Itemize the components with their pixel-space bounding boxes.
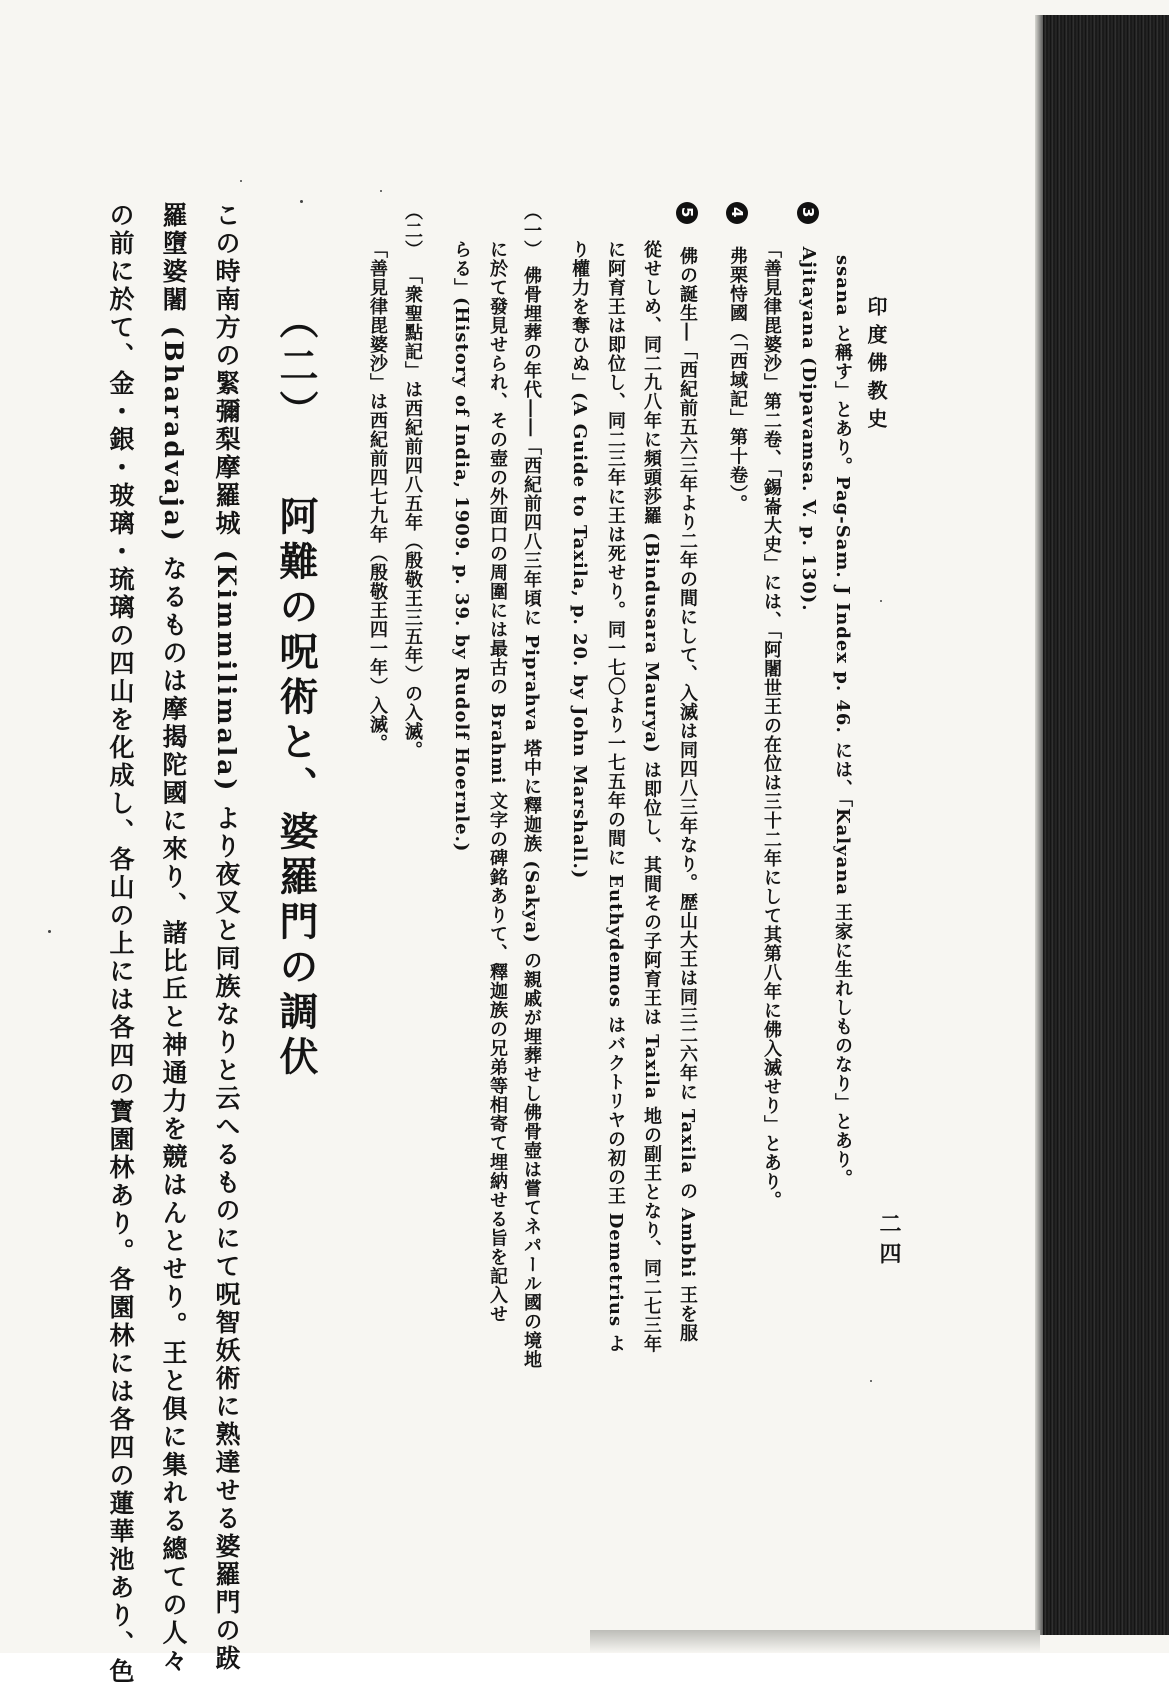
section-heading [273,300,319,1082]
scan-speck [300,200,303,203]
note-marker: （二） [402,202,423,259]
note-text: 「衆聖點記」は西紀前四八五年（殷敬王三五年）の入滅。 [402,266,423,761]
note-line [522,202,540,1369]
note-line [452,240,470,852]
note-line [833,255,851,1188]
note-text: 佛骨埋葬の年代――「西紀前四八三年頃に Piprahva 塔中に釋迦族 (Sakya) の親戚が埋葬せし佛骨壺は嘗てネパール國の境地 [521,266,542,1369]
note-line [676,202,698,1343]
scan-speck [880,600,882,602]
note-marker: （一） [521,202,542,259]
note-line [642,240,660,1354]
page-bottom-shadow [590,1630,1040,1653]
note-text: 從せしめ、同二九八年に頻頭莎羅 (Bindusara Maurya) は即位し、其間その子阿育王は Taxila 地の副王となり、同二七三年 [641,240,662,1354]
note-text: 佛の誕生―「西紀前五六三年より二年の間にして、入滅は同四八三年なり。歴山大王は同三二六年に Taxila の Ambhi 王を服 [677,246,698,1343]
scan-speck [380,190,382,192]
note-text: ssana と稱す」とあり。Pag-Sam. J Index p. 46. には、「Kalyana 王家に生れしものなり」とあり。 [832,255,853,1189]
note-text: り權力を奪ひぬ」(A Guide to Taxila, p. 20. by John Marshall.) [569,240,590,880]
footnote-marker-4-icon: 4 [726,202,748,224]
note-text: に於て發見せられ、その壺の外面口の周圍には最古の Brahmi 文字の碑銘ありて、釋迦族の兄弟等相寄て埋納せる旨を記入せ [487,240,508,1324]
note-text: Ajitayana (Dipavamsa. V. p. 130). [798,246,819,612]
note-line [797,202,819,612]
body-paragraph-line: この時南方の緊彌梨摩羅城 (Kimmilimala) より夜叉と同族なりと云へるものにて呪智妖術に熟達せる婆羅門の跋 [212,202,241,1674]
scan-speck [240,180,242,182]
footnote-marker-3-icon: 3 [797,202,819,224]
note-line [403,202,421,760]
note-text: らる」(History of India, 1909. p. 39. by Rudolf Hoernle.) [451,240,472,853]
section-number: （二） [273,300,319,435]
note-text: 「善見律毘婆沙」第二卷、「錫崙大史」には、「阿闍世王の在位は三十二年にして其第八年に佛入滅せり」とあり。 [761,240,782,1210]
note-line [606,240,624,1353]
scan-speck [870,1380,872,1382]
running-title: 印度佛教史 [864,296,888,436]
page-number: 二四 [876,1212,902,1272]
note-line [488,240,506,1324]
note-line [762,240,780,1210]
note-line [570,240,588,879]
note-line [726,202,748,514]
body-paragraph-line: 羅墮婆闍 (Bharadvaja) なるものは摩揭陀國に來り、諸比丘と神通力を競はんとせり。王と俱に集れる總ての人々 [159,202,188,1676]
section-title: 阿難の呪術と、婆羅門の調伏 [273,496,319,1082]
page-edge-highlight [1035,15,1043,1635]
note-text: 弗栗恃國（「西域記」第十卷）。 [727,246,748,514]
note-text: 「善見律毘婆沙」は西紀前四七九年（殷敬王四一年）入滅。 [367,240,388,753]
body-paragraph-line: の前に於て、金・銀・玻璃・琉璃の四山を化成し、各山の上には各四の寳園林あり。各園林には各四の蓮華池あり、色 [106,202,135,1686]
note-text: に阿育王は即位し、同二三年に王は死せり。同一七〇より一七五年の間に Euthydemos はバクトリヤの初の王 Demetrius よ [605,240,626,1354]
scan-speck [48,930,51,933]
footnote-marker-5-icon: 5 [676,202,698,224]
book-spine-edge [1040,15,1169,1635]
note-line [368,240,386,753]
